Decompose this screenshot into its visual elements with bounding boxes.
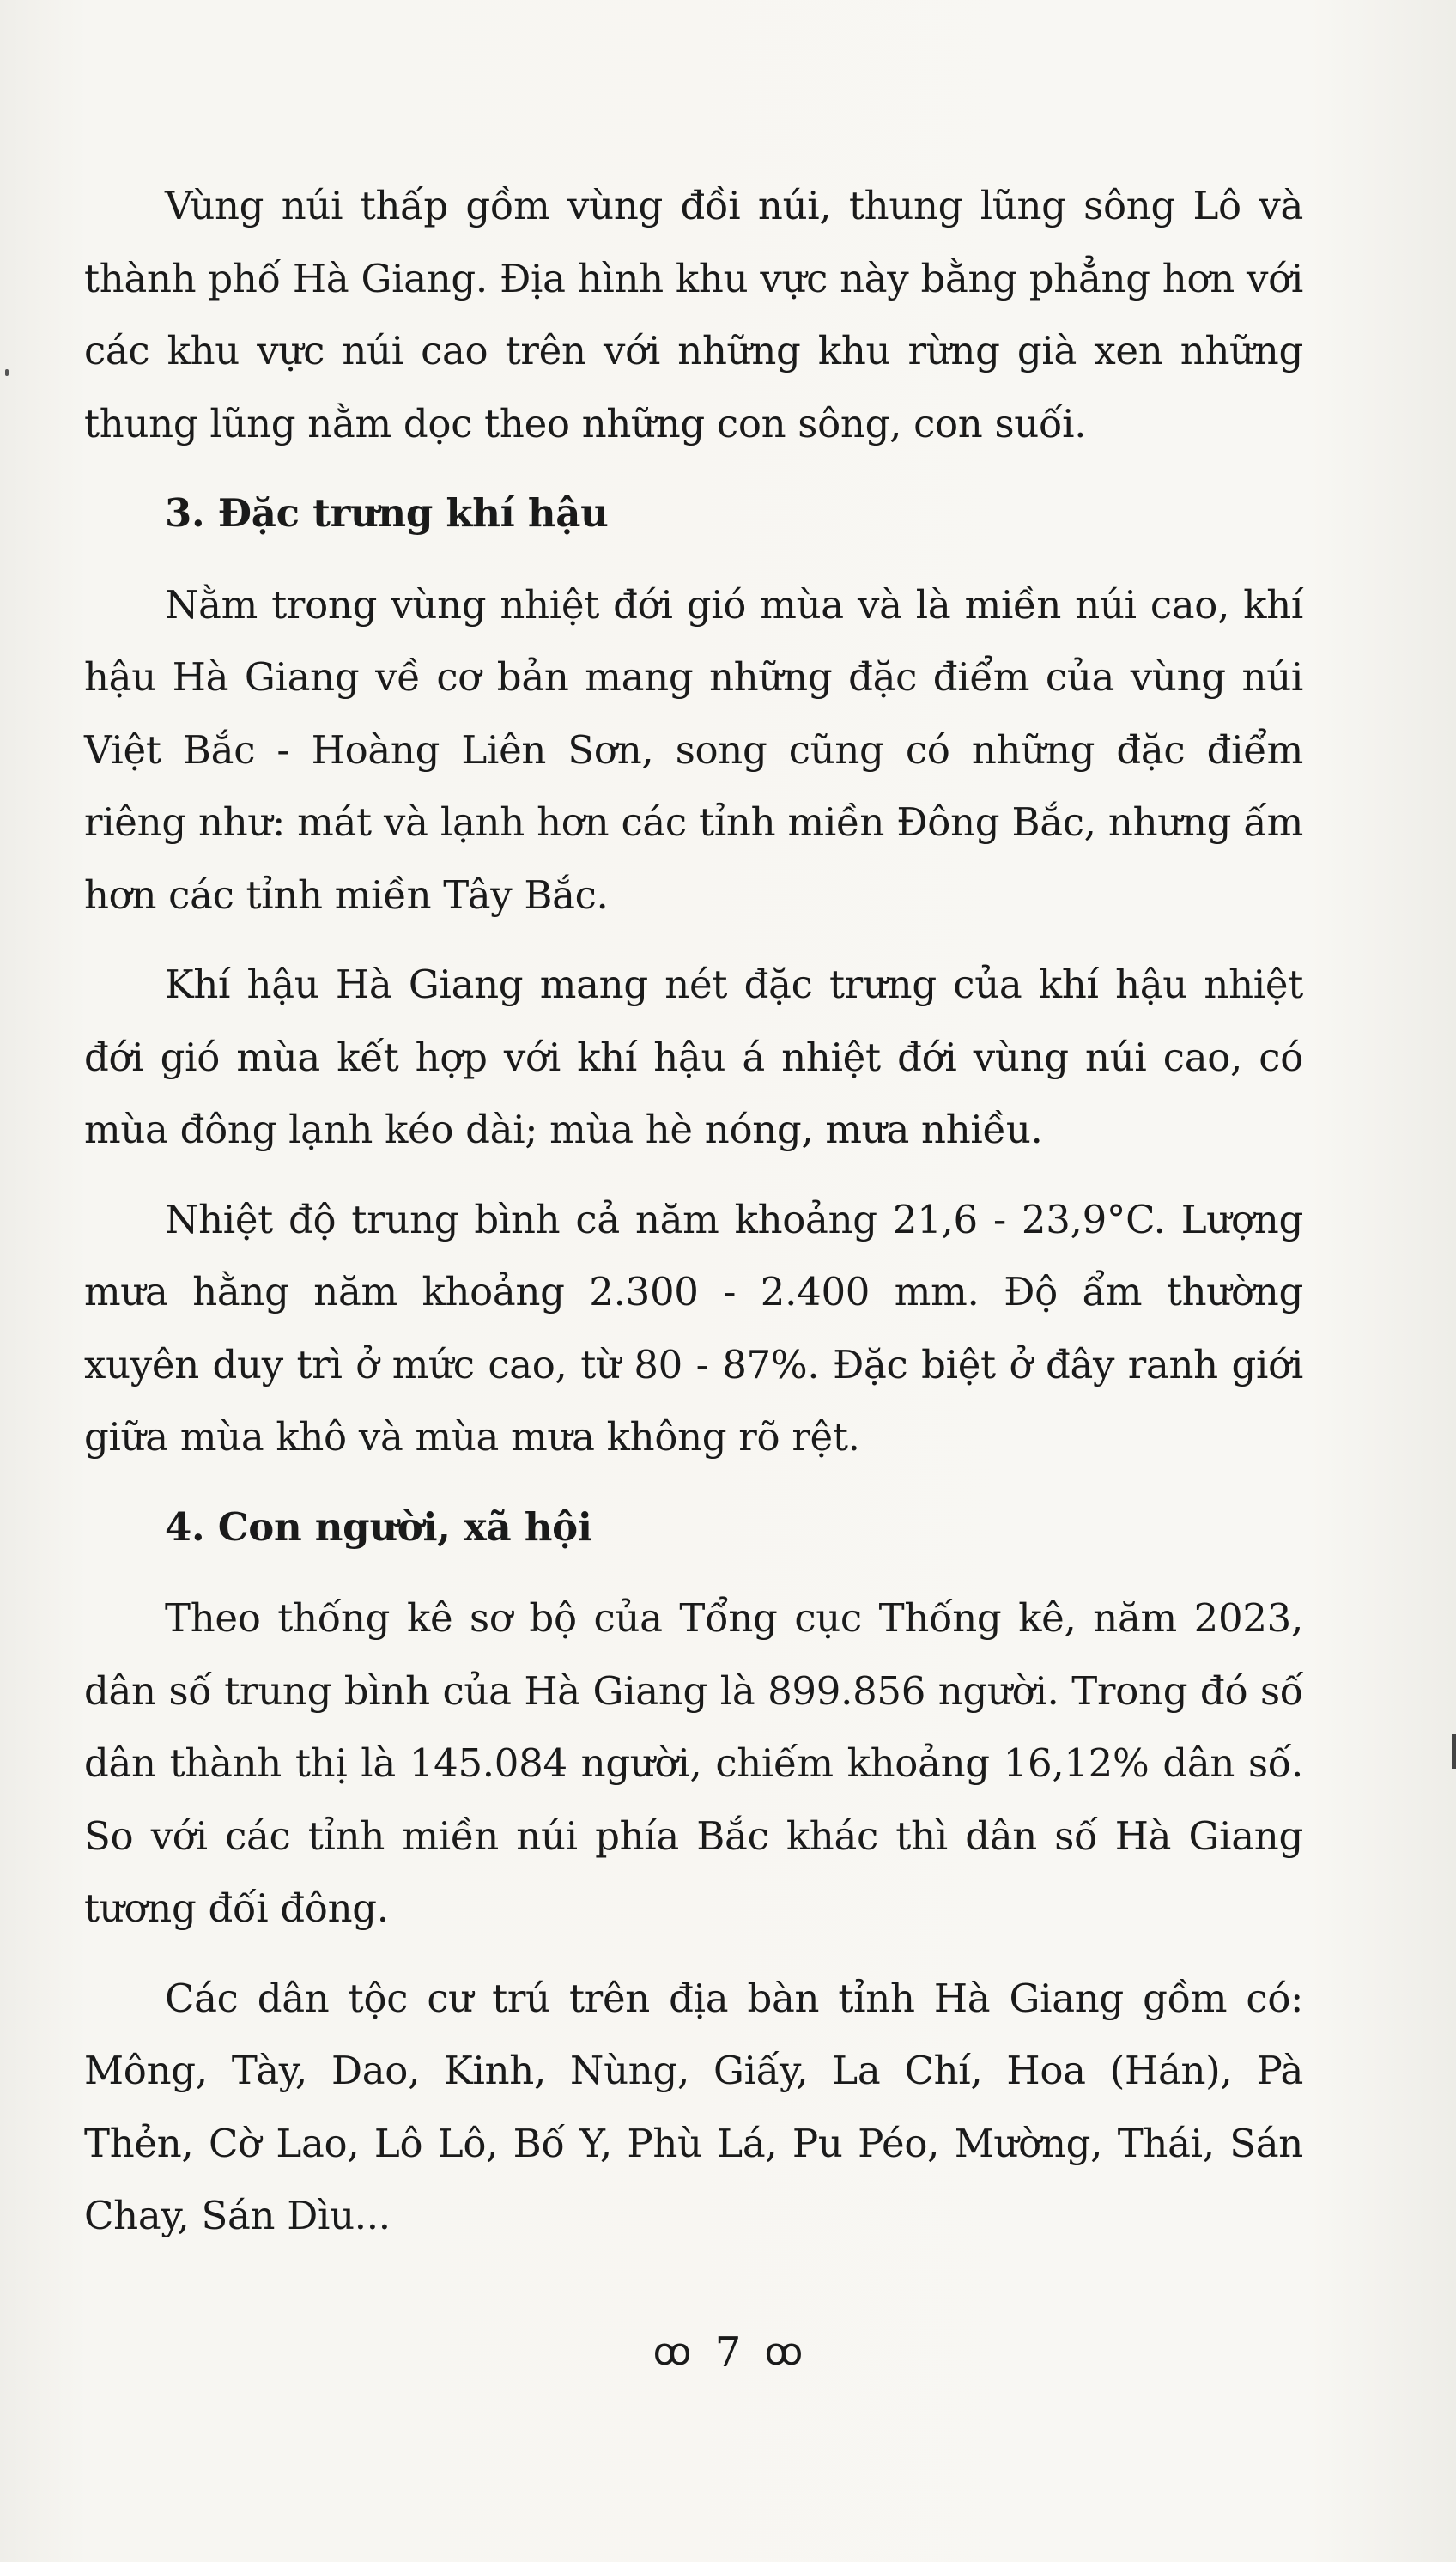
page-edge-mark-right xyxy=(1452,1734,1456,1769)
page-edge-mark xyxy=(5,369,9,376)
page-number: 7 xyxy=(714,2328,742,2377)
paragraph-climate-character: Khí hậu Hà Giang mang nét đặc trưng của khí hậu nhiệt đới gió mùa kết hợp với khí hậu á nhiệt đới vùng núi cao, có mùa đông lạnh kéo dài; mùa hè nóng, mưa nhiều. xyxy=(84,962,1303,1152)
paragraph-climate-overview: Nằm trong vùng nhiệt đới gió mùa và là miền núi cao, khí hậu Hà Giang về cơ bản mang những đặc điểm của vùng núi Việt Bắc - Hoàng Liên Sơn, song cũng có những đặc điểm riêng như: mát và lạnh hơn các tỉnh miền Đông Bắc, nhưng ấm hơn các tỉnh miền Tây Bắc. xyxy=(84,581,1303,918)
page-footer xyxy=(0,2325,1456,2377)
heading-people-society: 4. Con người, xã hội xyxy=(165,1503,592,1550)
right-ornament-icon: ꝏ xyxy=(764,2330,804,2374)
paragraph-ethnic-groups: Các dân tộc cư trú trên địa bàn tỉnh Hà Giang gồm có: Mông, Tày, Dao, Kinh, Nùng, Giấy, La Chí, Hoa (Hán), Pà Thẻn, Cờ Lao, Lô Lô, Bố Y, Phù Lá, Pu Péo, Mường, Thái, Sán Chay, Sán Dìu... xyxy=(84,1975,1303,2238)
paragraph-temperature-rainfall: Nhiệt độ trung bình cả năm khoảng 21,6 - 23,9°C. Lượng mưa hằng năm khoảng 2.300 - 2.400 mm. Độ ẩm thường xuyên duy trì ở mức cao, từ 80 - 87%. Đặc biệt ở đây ranh giới giữa mùa khô và mùa mưa không rõ rệt. xyxy=(84,1196,1303,1460)
paragraph-low-mountain: Vùng núi thấp gồm vùng đồi núi, thung lũng sông Lô và thành phố Hà Giang. Địa hình khu vực này bằng phẳng hơn với các khu vực núi cao trên với những khu rừng già xen những thung lũng nằm dọc theo những con sông, con suối. xyxy=(84,183,1303,446)
heading-climate: 3. Đặc trưng khí hậu xyxy=(165,490,609,536)
paragraph-population: Theo thống kê sơ bộ của Tổng cục Thống kê, năm 2023, dân số trung bình của Hà Giang là 899.856 người. Trong đó số dân thành thị là 145.084 người, chiếm khoảng 16,12% dân số. So với các tỉnh miền núi phía Bắc khác thì dân số Hà Giang tương đối đông. xyxy=(84,1595,1303,1931)
body-text xyxy=(84,170,1303,2270)
left-ornament-icon: ꝏ xyxy=(652,2330,692,2374)
